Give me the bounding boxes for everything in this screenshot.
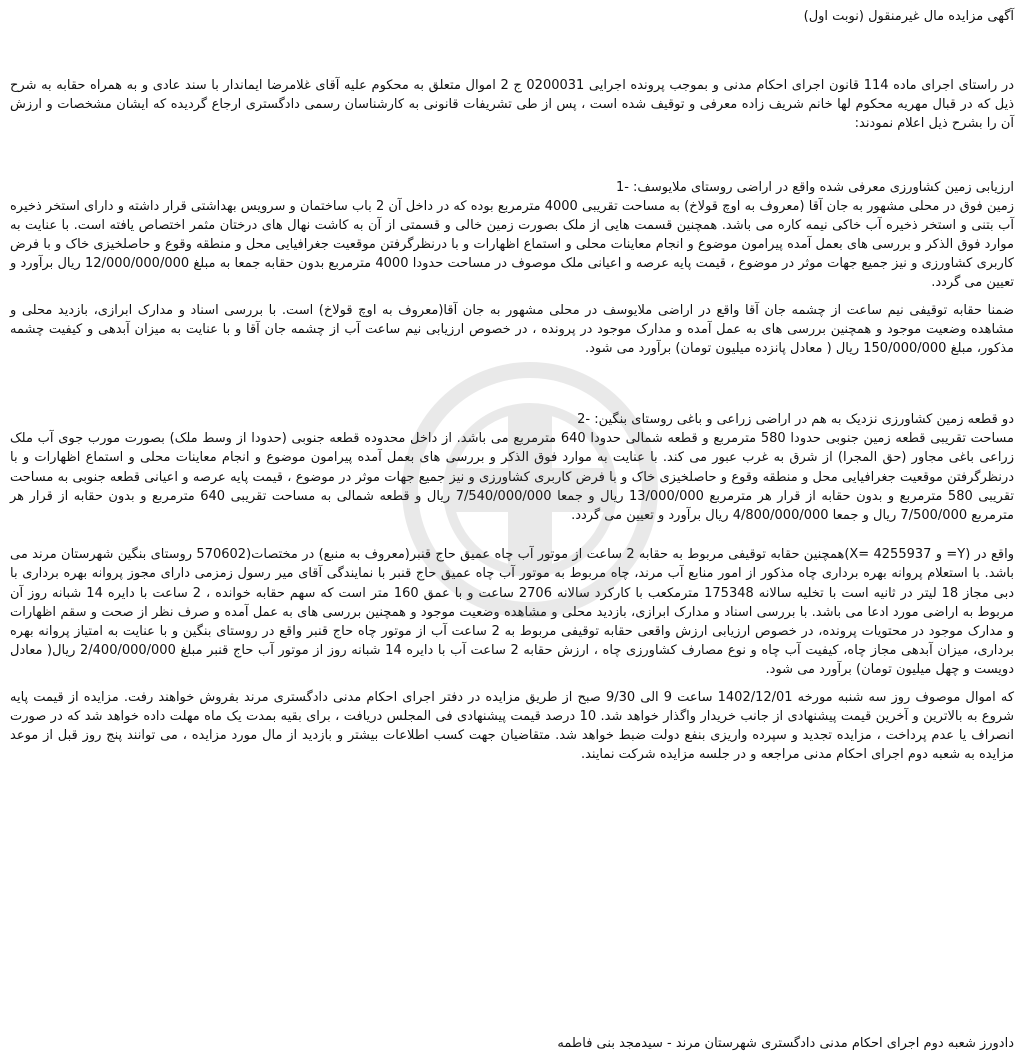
section2-heading: دو قطعه زمین کشاورزی نزدیک به هم در اراضی زراعی و باغی روستای بنگین: -2 (577, 412, 1014, 428)
section1-heading: ارزیابی زمین کشاورزی معرفی شده واقع در اراضی روستای ملایوسف: -1 (615, 179, 1014, 195)
section2-paragraph-water: واقع در (Y= و 4255937 =X)همچنین حقابه توقیفی مربوط به حقابه 2 ساعت از موتور آب چاه عمیق حاج قنبر(معروف به منبع) در مختصات(570602 روستای بنگین شهرستان مرند می باشد. با استعلام پروانه بهره برداری چاه مذکور از امور منابع آب مرند، چاه مربوط به موتور آب چاه عمیق حاج قنبر با نمایندگی آقای میر رسول زمزمی دارای مجوز پروانه بهره برداری با دبی مجاز 18 لیتر در ثانیه است با تخلیه سالانه 175348 مترمکعب با کارکرد سالانه 2706 ساعت و با عمق 160 متر است که سهم حقابه خوانده ، 2 ساعت با دایره 14 شبانه روز آن مربوط به اراضی مورد ادعا می باشد. با بررسی اسناد و مدارک ابرازی، بازدید محلی و مشاهده وضعیت موجود و همچنین بررسی های به عمل آمده و صرف نظر از صحت و سقم اظهارات و مدارک موجود در محتویات پرونده، در خصوص ارزیابی ارزش واقعی حقابه توقیفی مربوط به 2 ساعت آب از موتور چاه حاج قنبر واقع در روستای بنگین و با عنایت به امتیاز پروانه بهره برداری، میزان آبدهی مجاز چاه، کیفیت آب چاه و نوع مصارف کشاورزی چاه ، ارزش حقابه 2 ساعت آب با دایره 14 شبانه روز از موتور آب حاج قنبر مبلغ 2/400/000/000 ریال( معادل دویست و چهل میلیون تومان) برآورد می شود. (10, 547, 1015, 678)
auction-details-paragraph: که اموال موصوف روز سه شنبه مورخه 1402/12/01 ساعت 9 الی 9/30 صبح از طریق مزایده در دفتر اجرای احکام مدنی دادگستری مرند بفروش خواهند رفت. مزایده از قیمت پایه شروع به بالاترین و آخرین قیمت پیشنهادی از جانب خریدار واگذار خواهد شد. 10 درصد قیمت پیشنهادی فی المجلس دریافت ، برای بقیه بمدت یک ماه مهلت داده خواهد شد که در صورت انصراف یا عدم پرداخت ، مزایده تجدید و سپرده واریزی بنفع دولت ضبط خواهد شد. متقاضیان جهت کسب اطلاعات بیشتر و بازدید از مال مورد مزایده ، می توانند پنج روز قبل از موعد مزایده به شعبه دوم اجرای احکام مدنی مراجعه و در جلسه مزایده شرکت نمایند. (10, 689, 1015, 763)
intro-paragraph: در راستای اجرای ماده 114 قانون اجرای احکام مدنی و بموجب پرونده اجرایی 0200031 ج 2 اموال متعلق به محکوم علیه آقای غلامرضا ایماندار با سند عادی و به همراه حقابه به شرح ذیل که در قبال مهریه محکوم لها خانم شریف زاده معرفی و توقیف شده است ، پس از طی تشریفات قانونی به کارشناسان رسمی دادگستری ارجاع گردیده که ایشان مشخصات و ارزش آن را بشرح ذیل اعلام نمودند: (10, 78, 1014, 132)
section1-paragraph-water: ضمنا حقابه توقیفی نیم ساعت از چشمه جان آقا واقع در اراضی ملایوسف در محلی مشهور به جان آقا(معروف به اوچ قولاخ) است. با بررسی اسناد و مدارک ابرازی، بازدید محلی و مشاهده وضعیت موجود و همچنین بررسی های به عمل آمده و مدارک موجود در پرونده ، در خصوص ارزیابی نیم ساعت آب از چشمه جان آقا و با عنایت به میزان آبدهی و کیفیت چشمه مذکور، مبلغ 150/000/000 ریال ( معادل پانزده میلیون تومان) برآورد می شود. (10, 302, 1014, 357)
signature-line: دادورز شعبه دوم اجرای احکام مدنی دادگستری شهرستان مرند - سیدمجد بنی فاطمه (557, 1036, 1014, 1051)
section1-paragraph-land: زمین فوق در محلی مشهور به جان آقا (معروف به اوچ قولاخ) به مساحت تقریبی 4000 مترمربع بوده که در داخل آن 2 باب ساختمان و سرویس بهداشتی قرار داشته و دارای استخر ذخیره آب بتنی و استخر ذخیره آب خاکی نیمه کاره می باشد. همچنین قسمت هایی از ملک بصورت زمین خالی و قسمتی از آن به کاشت نهال های درختان مثمر اختصاص یافته است. با عنایت به موارد فوق الذکر و بررسی های بعمل آمده پیرامون موضوع و انجام معاینات محلی و استماع اظهارات و با درنظرگرفتن موقعیت جغرافیایی محل و منطقه وقوع و حاصلخیزی خاک و با فرض کاربری کشاورزی و نیز جمیع جهات موثر در موضوع ، قیمت پایه عرصه و اعیانی ملک موصوف در مساحت حدودا 4000 مترمربع بدون حقابه جمعا به مبلغ 12/000/000/000 ریال برآورد و تعیین می گردد. (10, 198, 1014, 291)
section2-paragraph-land: مساحت تقریبی قطعه زمین جنوبی حدودا 580 مترمربع و قطعه شمالی حدودا 640 مترمربع می باشد. از داخل محدوده قطعه جنوبی (حدودا از وسط ملک) بصورت مورب جوی آب ملک زراعی باغی مجاور (حق المجرا) از شرق به غرب عبور می کند. با عنایت به موارد فوق الذکر و بررسی های بعمل آمده پیرامون موضوع و انجام معاینات محلی و استماع اظهارات و با درنظرگرفتن موقعیت جغرافیایی محل و منطقه وقوع و حاصلخیزی خاک و با فرض کاربری کشاورزی و نیز جمیع جهات موثر در موضوع ، قیمت پایه عرصه و اعیانی قطعه جنوبی به مساحت تقریبی 580 مترمربع و بدون حقابه از قرار هر مترمربع 13/000/000 ریال و جمعا 7/540/000/000 ریال و قطعه شمالی به مساحت تقریبی 640 مترمربع و بدون حقابه از قرار هر مترمربع 7/500/000 ریال و جمعا 4/800/000/000 ریال برآورد و تعیین می گردد. (10, 431, 1015, 524)
notice-title: آگهی مزایده مال غیرمنقول (نوبت اول) (803, 9, 1014, 24)
